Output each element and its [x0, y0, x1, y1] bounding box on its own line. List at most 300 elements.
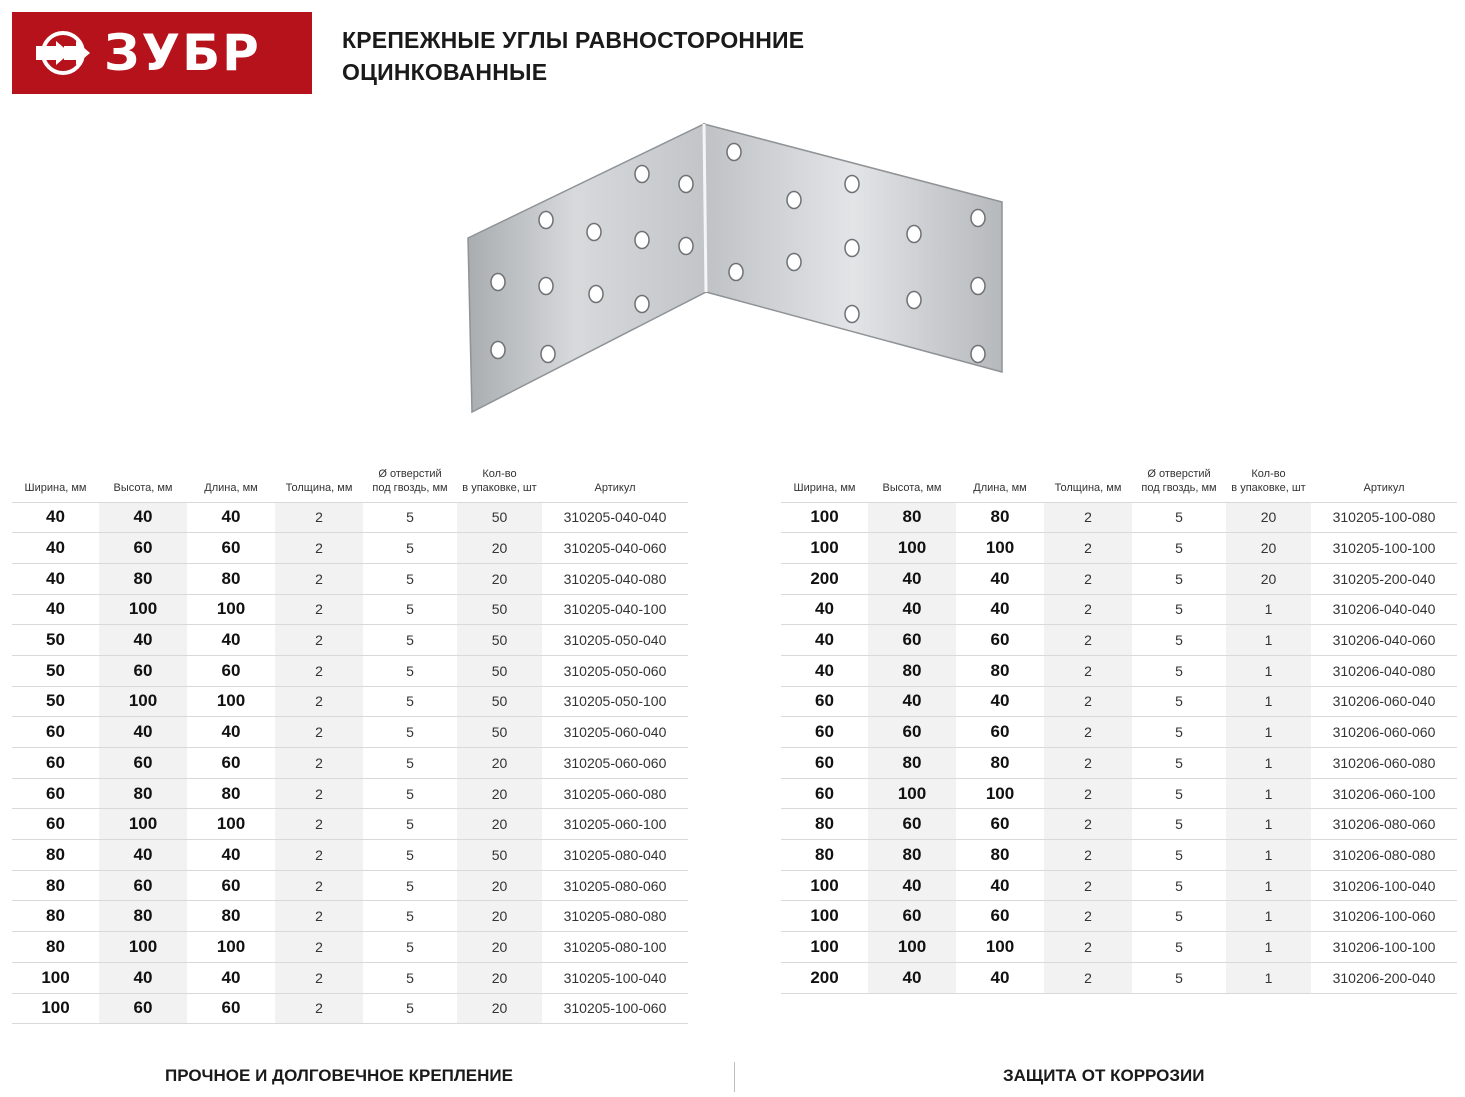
table-cell: 5: [1132, 748, 1226, 779]
table-cell: 40: [12, 594, 99, 625]
table-cell: 5: [1132, 533, 1226, 564]
table-cell: 60: [187, 870, 275, 901]
table-cell: 40: [956, 686, 1044, 717]
table-cell: 2: [1044, 901, 1132, 932]
table-cell: 5: [363, 809, 457, 840]
table-cell: 20: [457, 748, 542, 779]
table-cell: 5: [1132, 625, 1226, 656]
table-cell: 5: [363, 686, 457, 717]
table-cell: 80: [12, 932, 99, 963]
table-cell: 310206-060-080: [1311, 748, 1457, 779]
table-cell: 50: [12, 625, 99, 656]
table-cell: 20: [1226, 502, 1311, 533]
table-cell: 5: [363, 901, 457, 932]
nail-hole: [971, 346, 985, 363]
table-cell: 2: [1044, 748, 1132, 779]
table-cell: 60: [12, 778, 99, 809]
table-cell: 100: [781, 870, 868, 901]
table-cell: 310205-100-080: [1311, 502, 1457, 533]
table-row: [12, 901, 688, 932]
table-cell: 40: [99, 717, 187, 748]
table-cell: 5: [1132, 932, 1226, 963]
nail-hole: [845, 306, 859, 323]
nail-hole: [679, 238, 693, 255]
table-cell: 50: [12, 686, 99, 717]
table-cell: 80: [781, 809, 868, 840]
table-cell: 100: [868, 932, 956, 963]
table-cell: 1: [1226, 901, 1311, 932]
column-header: [1226, 461, 1311, 502]
table-cell: 40: [187, 502, 275, 533]
title-line-2: ОЦИНКОВАННЫЕ: [342, 59, 548, 85]
table-cell: 100: [187, 686, 275, 717]
nail-hole: [729, 264, 743, 281]
table-cell: 2: [1044, 502, 1132, 533]
table-header-row: [12, 461, 688, 502]
table-cell: 310206-040-080: [1311, 655, 1457, 686]
table-cell: 310206-060-040: [1311, 686, 1457, 717]
table-row: [12, 840, 688, 871]
nail-hole: [787, 192, 801, 209]
table-cell: 310205-040-100: [542, 594, 688, 625]
table-cell: 2: [1044, 870, 1132, 901]
table-cell: 80: [187, 563, 275, 594]
column-header: [1132, 461, 1226, 502]
column-header: [187, 461, 275, 502]
table-cell: 5: [363, 717, 457, 748]
column-header: [868, 461, 956, 502]
table-cell: 5: [1132, 809, 1226, 840]
table-cell: 60: [781, 686, 868, 717]
table-cell: 5: [363, 840, 457, 871]
table-cell: 80: [187, 778, 275, 809]
table-cell: 5: [363, 533, 457, 564]
table-cell: 310205-080-040: [542, 840, 688, 871]
table-cell: 1: [1226, 932, 1311, 963]
table-cell: 310206-060-060: [1311, 717, 1457, 748]
table-cell: 80: [187, 901, 275, 932]
column-header: [542, 461, 688, 502]
column-header-line2: под гвоздь, мм: [1141, 481, 1217, 494]
table-cell: 20: [457, 901, 542, 932]
table-cell: 310205-080-100: [542, 932, 688, 963]
table-cell: 310206-100-060: [1311, 901, 1457, 932]
table-cell: 60: [187, 655, 275, 686]
table-cell: 50: [457, 840, 542, 871]
table-cell: 310205-060-060: [542, 748, 688, 779]
table-cell: 80: [868, 655, 956, 686]
table-row: [12, 686, 688, 717]
table-cell: 100: [868, 778, 956, 809]
table-cell: 5: [1132, 870, 1226, 901]
table-cell: 40: [868, 870, 956, 901]
footer-divider: [734, 1062, 735, 1092]
column-header-line2: Длина, мм: [204, 481, 258, 494]
table-cell: 5: [1132, 502, 1226, 533]
table-cell: 2: [1044, 655, 1132, 686]
table-cell: 2: [1044, 625, 1132, 656]
table-cell: 310205-040-080: [542, 563, 688, 594]
column-header: [275, 461, 363, 502]
table-cell: 40: [187, 840, 275, 871]
table-cell: 5: [363, 594, 457, 625]
table-cell: 5: [363, 778, 457, 809]
table-cell: 80: [99, 778, 187, 809]
table-cell: 20: [457, 962, 542, 993]
title-line-1: КРЕПЕЖНЫЕ УГЛЫ РАВНОСТОРОННИЕ: [342, 27, 805, 53]
table-cell: 40: [187, 717, 275, 748]
table-cell: 50: [457, 655, 542, 686]
table-cell: 1: [1226, 594, 1311, 625]
table-cell: 310205-040-040: [542, 502, 688, 533]
table-cell: 310206-080-080: [1311, 840, 1457, 871]
table-cell: 40: [868, 563, 956, 594]
table-cell: 310205-040-060: [542, 533, 688, 564]
table-row: [781, 563, 1457, 594]
table-cell: 100: [99, 686, 187, 717]
table-cell: 2: [275, 840, 363, 871]
column-header-line2: Длина, мм: [973, 481, 1027, 494]
table-cell: 2: [275, 655, 363, 686]
table-cell: 2: [275, 870, 363, 901]
table-cell: 60: [956, 717, 1044, 748]
table-cell: 80: [956, 655, 1044, 686]
table-cell: 50: [457, 502, 542, 533]
column-header: [99, 461, 187, 502]
nail-hole: [907, 292, 921, 309]
column-header-line1: Кол-во: [1251, 467, 1286, 480]
table-cell: 310205-060-080: [542, 778, 688, 809]
table-cell: 5: [1132, 563, 1226, 594]
table-cell: 2: [275, 901, 363, 932]
table-cell: 2: [1044, 778, 1132, 809]
table-cell: 100: [187, 809, 275, 840]
brand-logo: [12, 12, 312, 94]
table-cell: 40: [187, 625, 275, 656]
footer-strong-fastening: ПРОЧНОЕ И ДОЛГОВЕЧНОЕ КРЕПЛЕНИЕ: [165, 1066, 513, 1085]
table-cell: 2: [275, 932, 363, 963]
table-cell: 2: [275, 809, 363, 840]
nail-hole: [971, 278, 985, 295]
table-cell: 2: [275, 993, 363, 1024]
table-row: [12, 655, 688, 686]
table-cell: 60: [99, 533, 187, 564]
table-cell: 40: [781, 625, 868, 656]
table-cell: 60: [956, 809, 1044, 840]
table-cell: 100: [956, 533, 1044, 564]
column-header: [12, 461, 99, 502]
column-header-line2: Высота, мм: [882, 481, 942, 494]
spec-table-right: [781, 461, 1457, 994]
table-cell: 2: [1044, 962, 1132, 993]
table-cell: 20: [1226, 533, 1311, 564]
bracket-left-plate: [468, 124, 706, 412]
table-cell: 2: [1044, 809, 1132, 840]
column-header-line1: Ø отверстий: [1147, 467, 1211, 480]
table-cell: 40: [868, 686, 956, 717]
table-cell: 40: [99, 962, 187, 993]
table-cell: 310206-040-060: [1311, 625, 1457, 656]
column-header: [457, 461, 542, 502]
table-cell: 5: [1132, 962, 1226, 993]
table-row: [781, 655, 1457, 686]
table-cell: 1: [1226, 655, 1311, 686]
table-cell: 40: [187, 962, 275, 993]
table-cell: 310206-060-100: [1311, 778, 1457, 809]
table-cell: 310206-200-040: [1311, 962, 1457, 993]
table-cell: 60: [12, 748, 99, 779]
table-cell: 2: [1044, 563, 1132, 594]
table-cell: 310205-050-040: [542, 625, 688, 656]
table-cell: 80: [868, 748, 956, 779]
table-cell: 40: [12, 533, 99, 564]
table-cell: 1: [1226, 778, 1311, 809]
column-header-line2: Высота, мм: [113, 481, 173, 494]
table-row: [12, 778, 688, 809]
table-cell: 2: [275, 594, 363, 625]
table-cell: 5: [1132, 778, 1226, 809]
table-row: [781, 932, 1457, 963]
table-cell: 60: [781, 748, 868, 779]
table-cell: 1: [1226, 870, 1311, 901]
table-cell: 60: [868, 901, 956, 932]
table-cell: 310206-100-100: [1311, 932, 1457, 963]
table-cell: 5: [363, 962, 457, 993]
table-row: [12, 533, 688, 564]
table-cell: 20: [457, 809, 542, 840]
table-cell: 80: [956, 748, 1044, 779]
table-cell: 2: [1044, 686, 1132, 717]
table-cell: 5: [363, 625, 457, 656]
arrows-logo-icon: [34, 31, 92, 75]
table-cell: 100: [12, 962, 99, 993]
column-header-line2: под гвоздь, мм: [372, 481, 448, 494]
table-cell: 1: [1226, 686, 1311, 717]
column-header: [1311, 461, 1457, 502]
table-cell: 1: [1226, 840, 1311, 871]
table-cell: 80: [99, 563, 187, 594]
table-cell: 100: [187, 594, 275, 625]
table-row: [12, 625, 688, 656]
column-header-line2: Ширина, мм: [24, 481, 87, 494]
table-cell: 5: [1132, 594, 1226, 625]
footer-corrosion-protection: ЗАЩИТА ОТ КОРРОЗИИ: [1003, 1066, 1205, 1085]
table-row: [781, 809, 1457, 840]
table-cell: 310205-100-040: [542, 962, 688, 993]
table-cell: 40: [12, 563, 99, 594]
table-cell: 40: [956, 594, 1044, 625]
table-cell: 310205-060-100: [542, 809, 688, 840]
table-row: [12, 962, 688, 993]
table-cell: 80: [12, 901, 99, 932]
table-cell: 2: [275, 717, 363, 748]
table-row: [781, 748, 1457, 779]
column-header-line2: в упаковке, шт: [1231, 481, 1306, 494]
table-cell: 20: [457, 563, 542, 594]
table-cell: 2: [1044, 840, 1132, 871]
table-cell: 40: [868, 962, 956, 993]
table-cell: 50: [457, 594, 542, 625]
column-header-line2: Толщина, мм: [285, 481, 353, 494]
table-cell: 60: [868, 625, 956, 656]
table-cell: 310206-080-060: [1311, 809, 1457, 840]
table-cell: 2: [1044, 594, 1132, 625]
table-row: [781, 717, 1457, 748]
table-cell: 80: [956, 502, 1044, 533]
table-cell: 60: [187, 533, 275, 564]
table-cell: 310205-080-080: [542, 901, 688, 932]
table-cell: 100: [781, 901, 868, 932]
nail-hole: [787, 254, 801, 271]
table-cell: 100: [99, 594, 187, 625]
table-cell: 100: [187, 932, 275, 963]
table-row: [12, 748, 688, 779]
nail-hole: [679, 176, 693, 193]
nail-hole: [907, 226, 921, 243]
table-cell: 2: [275, 686, 363, 717]
nail-hole: [587, 224, 601, 241]
angle-bracket-image: [466, 120, 1006, 415]
column-header-line1: Ø отверстий: [378, 467, 442, 480]
table-cell: 100: [781, 502, 868, 533]
table-cell: 60: [781, 778, 868, 809]
table-row: [781, 686, 1457, 717]
column-header-line2: Толщина, мм: [1054, 481, 1122, 494]
table-cell: 200: [781, 563, 868, 594]
table-cell: 100: [781, 533, 868, 564]
table-cell: 310205-060-040: [542, 717, 688, 748]
nail-hole: [539, 212, 553, 229]
table-cell: 5: [1132, 840, 1226, 871]
table-cell: 2: [275, 533, 363, 564]
nail-hole: [491, 274, 505, 291]
table-cell: 2: [1044, 533, 1132, 564]
table-cell: 40: [956, 870, 1044, 901]
column-header: [956, 461, 1044, 502]
table-cell: 80: [868, 502, 956, 533]
table-cell: 2: [275, 962, 363, 993]
table-cell: 1: [1226, 717, 1311, 748]
column-header-line2: Ширина, мм: [793, 481, 856, 494]
table-header-row: [781, 461, 1457, 502]
nail-hole: [845, 240, 859, 257]
table-cell: 2: [275, 502, 363, 533]
table-cell: 2: [275, 563, 363, 594]
table-cell: 2: [275, 778, 363, 809]
table-cell: 80: [868, 840, 956, 871]
nail-hole: [845, 176, 859, 193]
table-cell: 1: [1226, 809, 1311, 840]
table-cell: 40: [868, 594, 956, 625]
table-cell: 60: [99, 993, 187, 1024]
table-cell: 100: [956, 932, 1044, 963]
table-cell: 60: [187, 748, 275, 779]
table-cell: 80: [12, 840, 99, 871]
table-cell: 5: [1132, 686, 1226, 717]
table-cell: 50: [457, 717, 542, 748]
column-header: [363, 461, 457, 502]
table-cell: 20: [457, 870, 542, 901]
brand-name: ЗУБР: [104, 24, 261, 82]
nail-hole: [491, 342, 505, 359]
table-cell: 5: [363, 563, 457, 594]
table-cell: 5: [363, 932, 457, 963]
table-cell: 80: [12, 870, 99, 901]
table-cell: 60: [187, 993, 275, 1024]
table-cell: 2: [1044, 717, 1132, 748]
table-cell: 40: [956, 962, 1044, 993]
column-header-line2: Артикул: [1363, 481, 1405, 494]
table-cell: 5: [363, 655, 457, 686]
table-cell: 20: [457, 993, 542, 1024]
table-cell: 310206-040-040: [1311, 594, 1457, 625]
table-row: [781, 962, 1457, 993]
column-header: [1044, 461, 1132, 502]
table-cell: 60: [99, 748, 187, 779]
table-cell: 5: [363, 748, 457, 779]
table-cell: 310205-100-060: [542, 993, 688, 1024]
table-row: [12, 932, 688, 963]
table-row: [12, 594, 688, 625]
table-cell: 200: [781, 962, 868, 993]
column-header-line2: Артикул: [594, 481, 636, 494]
nail-hole: [539, 278, 553, 295]
table-row: [781, 840, 1457, 871]
table-cell: 60: [99, 870, 187, 901]
table-cell: 40: [781, 655, 868, 686]
table-row: [781, 870, 1457, 901]
column-header: [781, 461, 868, 502]
table-row: [12, 717, 688, 748]
table-cell: 40: [12, 502, 99, 533]
nail-hole: [727, 144, 741, 161]
table-cell: 5: [1132, 717, 1226, 748]
table-cell: 60: [12, 809, 99, 840]
table-cell: 80: [99, 901, 187, 932]
table-cell: 20: [457, 932, 542, 963]
table-cell: 310205-080-060: [542, 870, 688, 901]
table-cell: 2: [275, 748, 363, 779]
nail-hole: [635, 232, 649, 249]
table-row: [781, 502, 1457, 533]
table-cell: 50: [12, 655, 99, 686]
table-cell: 40: [99, 840, 187, 871]
table-cell: 20: [1226, 563, 1311, 594]
nail-hole: [541, 346, 555, 363]
table-cell: 60: [956, 901, 1044, 932]
table-cell: 40: [781, 594, 868, 625]
table-cell: 1: [1226, 962, 1311, 993]
table-cell: 310206-100-040: [1311, 870, 1457, 901]
table-cell: 100: [12, 993, 99, 1024]
table-cell: 60: [12, 717, 99, 748]
table-row: [781, 901, 1457, 932]
nail-hole: [635, 296, 649, 313]
table-row: [12, 502, 688, 533]
table-cell: 1: [1226, 625, 1311, 656]
column-header-line2: в упаковке, шт: [462, 481, 537, 494]
table-cell: 60: [956, 625, 1044, 656]
table-cell: 40: [99, 625, 187, 656]
table-row: [781, 594, 1457, 625]
table-row: [12, 870, 688, 901]
column-header-line1: Кол-во: [482, 467, 517, 480]
table-cell: 80: [781, 840, 868, 871]
table-row: [12, 993, 688, 1024]
spec-table-left: [12, 461, 688, 1024]
table-cell: 50: [457, 686, 542, 717]
page-title: [342, 24, 804, 88]
